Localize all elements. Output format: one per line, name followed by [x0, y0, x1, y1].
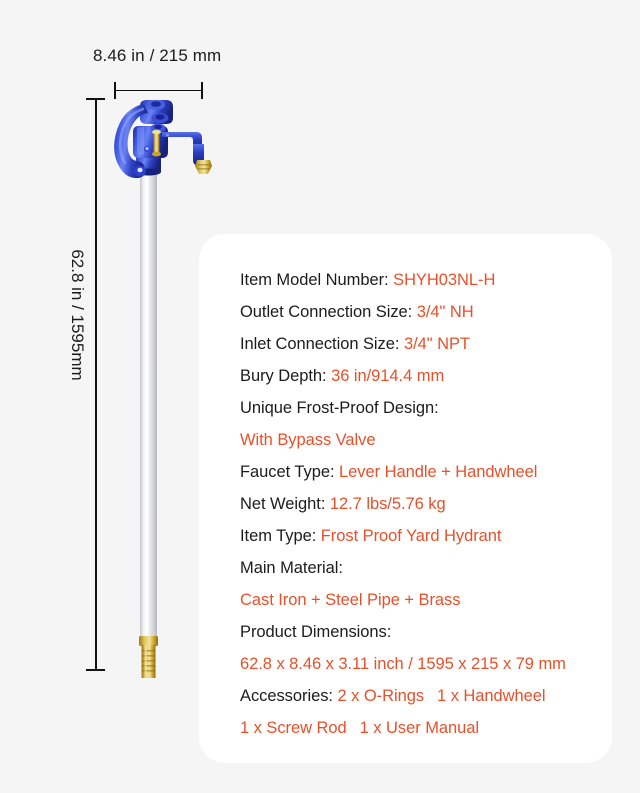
spec-row-bury-depth	[240, 360, 612, 392]
spec-row-net-weight	[240, 488, 612, 520]
spec-label: Accessories:	[240, 687, 338, 705]
spec-row-main-material	[240, 552, 612, 584]
spec-value: 12.7 lbs/5.76 kg	[329, 495, 446, 513]
spec-value-accessory-4: 1 x User Manual	[359, 719, 480, 737]
spec-row-item-type	[240, 520, 612, 552]
spec-row-faucet-type	[240, 456, 612, 488]
spec-row-material-value: Cast Iron + Steel Pipe + Brass	[240, 591, 461, 609]
spec-row-accessories	[240, 680, 612, 712]
spec-row-inlet-connection-size	[240, 328, 612, 360]
spec-label: Outlet Connection Size:	[240, 303, 417, 321]
spec-label: Inlet Connection Size:	[240, 335, 404, 353]
spec-value-accessory-2: 1 x Handwheel	[437, 687, 546, 705]
spec-label: Product Dimensions:	[240, 623, 392, 641]
spec-label: Item Model Number:	[240, 271, 394, 289]
spec-label: Main Material:	[240, 559, 343, 577]
width-dimension-label: 8.46 in / 215 mm	[93, 46, 222, 65]
spec-row-unique-frost-proof-design	[240, 392, 612, 424]
spec-label: Net Weight:	[240, 495, 330, 513]
spec-value: 3/4" NPT	[403, 335, 470, 353]
spec-value: 36 in/914.4 mm	[331, 367, 445, 385]
spec-label: Unique Frost-Proof Design:	[240, 399, 439, 417]
spec-value: Lever Handle + Handwheel	[339, 463, 538, 481]
spec-label: Item Type:	[240, 527, 321, 545]
spec-row-accessories-continued	[240, 712, 612, 744]
spec-row-dimensions-value: 62.8 x 8.46 x 3.11 inch / 1595 x 215 x 79 mm	[240, 655, 566, 673]
specification-card	[199, 234, 612, 763]
height-dimension-label: 62.8 in / 1595mm	[68, 249, 87, 381]
spec-value-accessory-3: 1 x Screw Rod	[240, 719, 347, 737]
spec-row-bypass-valve: With Bypass Valve	[240, 431, 376, 449]
spec-value-accessory-1: 2 x O-Rings	[337, 687, 425, 705]
spec-row-item-model-number	[240, 264, 612, 296]
spec-row-product-dimensions	[240, 616, 612, 648]
spec-value: 3/4" NH	[416, 303, 474, 321]
spec-label: Faucet Type:	[240, 463, 340, 481]
height-dimension-line	[95, 98, 97, 670]
spec-row-outlet-connection-size	[240, 296, 612, 328]
spec-label: Bury Depth:	[240, 367, 332, 385]
spec-value: Frost Proof Yard Hydrant	[320, 527, 502, 545]
spec-value: SHYH03NL-H	[393, 271, 496, 289]
